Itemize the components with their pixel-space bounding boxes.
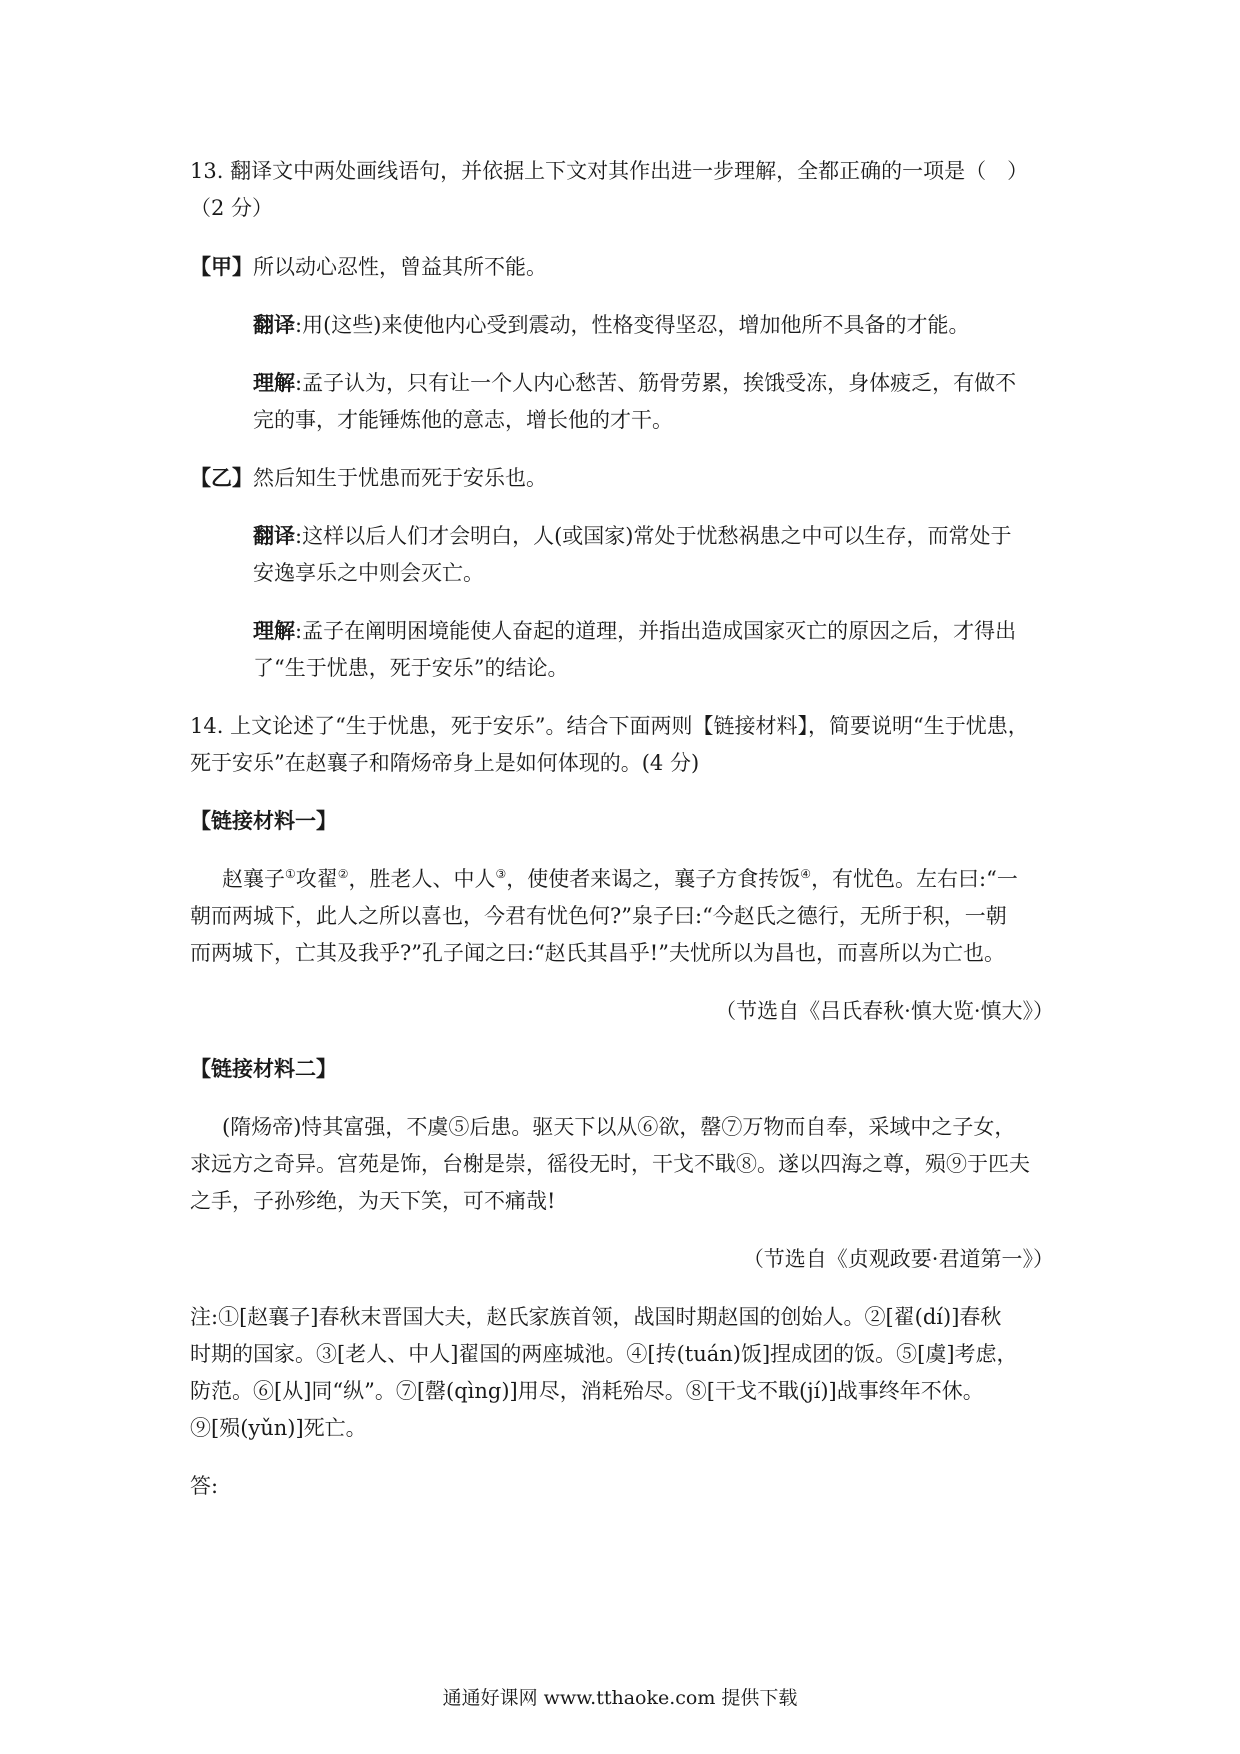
footnote-ref-3: ③ [495,867,507,881]
material1-line1-a: 赵襄子 [222,867,285,891]
q13-yi-understanding [253,616,1016,646]
q13-yi-sentence [190,463,547,493]
yi-tag: 【乙】 [190,466,253,490]
material2-line2: 求远方之奇异。宫苑是饰，台榭是崇，徭役无时，干戈不戢⑧。遂以四海之尊，殒⑨于匹夫 [190,1152,1030,1176]
q13-stem-line2: （2 分） [190,196,274,220]
q13-jia-understanding-line2: 完的事，才能锤炼他的意志，增长他的才干。 [253,408,673,432]
material2-heading [190,1054,337,1084]
material1-line1-d: ，使使者来谒之，襄子方食抟饭 [506,867,801,891]
footnote-ref-2: ② [337,867,349,881]
q13-yi-translation [253,521,1011,551]
q13-jia-understanding [253,368,1016,398]
material1-heading-text: 【链接材料一】 [190,809,337,833]
material2-line1: (隋炀帝)恃其富强，不虞⑤后患。驱天下以从⑥欲，罄⑦万物而自奉，采域中之子女， [222,1115,1016,1139]
answer-area[interactable] [190,1510,1054,1660]
q13-jia-sentence [190,252,547,282]
q14-stem-line2: 死于安乐”在赵襄子和隋炀帝身上是如何体现的。(4 分) [190,751,700,775]
jia-translate-label: 翻译 [253,313,295,337]
yi-understand-text: :孟子在阐明困境能使人奋起的道理，并指出造成国家灭亡的原因之后，才得出 [295,619,1017,643]
jia-understand-text: :孟子认为，只有让一个人内心愁苦、筋骨劳累，挨饿受冻，身体疲乏，有做不 [295,371,1017,395]
notes-line2: 时期的国家。③[老人、中人]翟国的两座城池。④[抟(tuán)饭]捏成团的饭。⑤[虞]考虑， [190,1342,1018,1366]
material1-line1-b: 攻翟 [295,867,338,891]
material2-source: （节选自《贞观政要·君道第一》） [742,1247,1054,1271]
yi-translate-label: 翻译 [253,524,295,548]
yi-translate-text: :这样以后人们才会明白，人(或国家)常处于忧愁祸患之中可以生存，而常处于 [295,524,1012,548]
material2-line3: 之手，子孙殄绝，为天下笑，可不痛哉! [190,1189,556,1213]
footnote-ref-4: ④ [800,867,812,881]
page-footer: 通通好课网 www.tthaoke.com 提供下载 [442,1687,798,1709]
notes-line4: ⑨[殒(yǔn)]死亡。 [190,1416,367,1440]
material1-source: （节选自《吕氏春秋·慎大览·慎大》） [715,999,1054,1023]
material1-line2: 朝而两城下，此人之所以喜也，今君有忧色何?”泉子曰:“今赵氏之德行，无所于积，一朝 [190,904,1007,928]
jia-tag: 【甲】 [190,255,253,279]
yi-sentence-text: 然后知生于忧患而死于安乐也。 [253,466,547,490]
q13-stem-line1: 13. 翻译文中两处画线语句，并依据上下文对其作出进一步理解，全都正确的一项是（ ） [190,159,1029,183]
answer-label: 答: [190,1474,219,1498]
jia-sentence-text: 所以动心忍性，曾益其所不能。 [253,255,547,279]
jia-translate-text: :用(这些)来使他内心受到震动，性格变得坚忍，增加他所不具备的才能。 [295,313,970,337]
material1-line1 [222,864,1018,894]
notes-line3: 防范。⑥[从]同“纵”。⑦[罄(qìng)]用尽，消耗殆尽。⑧[干戈不戢(jí)]战事终年不休。 [190,1379,984,1403]
q14-stem-line1: 14. 上文论述了“生于忧患，死于安乐”。结合下面两则【链接材料】，简要说明“生于忧患， [190,714,1029,738]
q13-yi-translation-line2: 安逸享乐之中则会灭亡。 [253,561,484,585]
material2-heading-text: 【链接材料二】 [190,1057,337,1081]
footnote-ref-1: ① [285,867,296,881]
yi-understand-label: 理解 [253,619,295,643]
jia-understand-label: 理解 [253,371,295,395]
material1-heading [190,806,337,836]
material1-line1-c: ，胜老人、中人 [348,867,496,891]
material1-line3: 而两城下，亡其及我乎?”孔子闻之曰:“赵氏其昌乎!”夫忧所以为昌也，而喜所以为亡也。 [190,941,1005,965]
q13-yi-understanding-line2: 了“生于忧患，死于安乐”的结论。 [253,656,569,680]
q13-jia-translation [253,310,969,340]
material1-line1-e: ，有忧色。左右曰:“一 [811,867,1018,891]
notes-line1: 注:①[赵襄子]春秋末晋国大夫，赵氏家族首领，战国时期赵国的创始人。②[翟(dí)]春秋 [190,1305,1002,1329]
